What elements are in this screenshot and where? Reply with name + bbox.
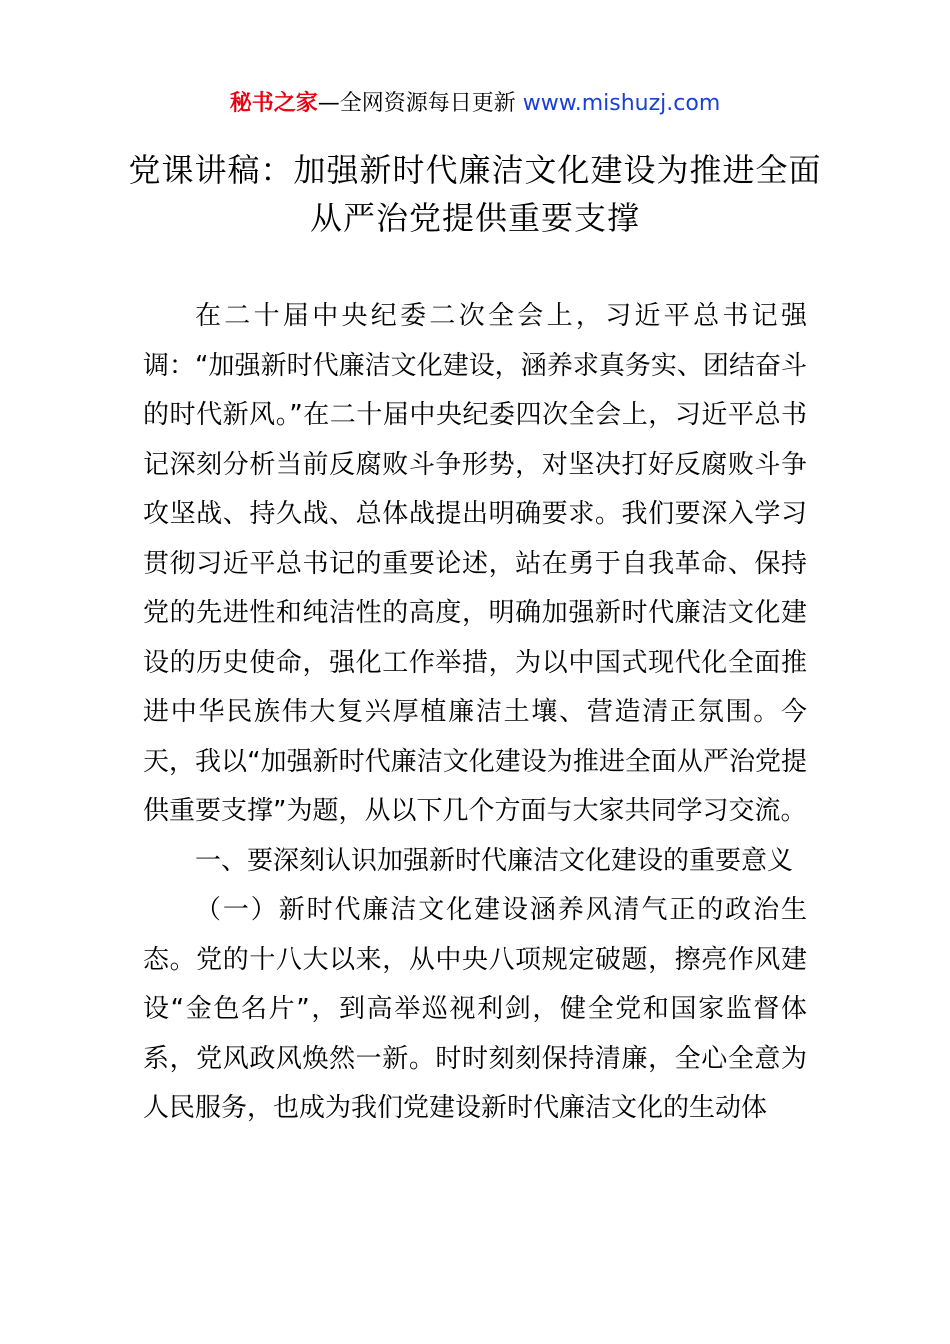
- document-title: 党课讲稿：加强新时代廉洁文化建设为推进全面从严治党提供重要支撑: [128, 151, 822, 237]
- site-banner: [0, 88, 950, 120]
- document-body: [143, 292, 807, 1134]
- site-url-link[interactable]: www.mishuzj.com: [522, 91, 721, 116]
- subsection-paragraph: （一）新时代廉洁文化建设涵养风清气正的政治生态。党的十八大以来，从中央八项规定破题，擦亮作风建设“金色名片”，到高举巡视利剑，健全党和国家监督体系，党风政风焕然一新。时时刻刻保持清廉，全心全意为人民服务，也成为我们党建设新时代廉洁文化的生动体: [143, 895, 807, 1123]
- intro-paragraph: 在二十届中央纪委二次全会上，习近平总书记强调：“加强新时代廉洁文化建设，涵养求真务实、团结奋斗的时代新风。”在二十届中央纪委四次全会上，习近平总书记深刻分析当前反腐败斗争形势，对坚决打好反腐败斗争攻坚战、持久战、总体战提出明确要求。我们要深入学习贯彻习近平总书记的重要论述，站在勇于自我革命、保持党的先进性和纯洁性的高度，明确加强新时代廉洁文化建设的历史使命，强化工作举措，为以中国式现代化全面推进中华民族伟大复兴厚植廉洁土壤、营造清正氛围。今天，我以“加强新时代廉洁文化建设为推进全面从严治党提供重要支撑”为题，从以下几个方面与大家共同学习交流。: [143, 301, 807, 826]
- site-name: 秘书之家: [229, 91, 318, 116]
- site-tagline: —全网资源每日更新: [317, 91, 523, 116]
- section-heading: 一、要深刻认识加强新时代廉洁文化建设的重要意义: [195, 845, 794, 876]
